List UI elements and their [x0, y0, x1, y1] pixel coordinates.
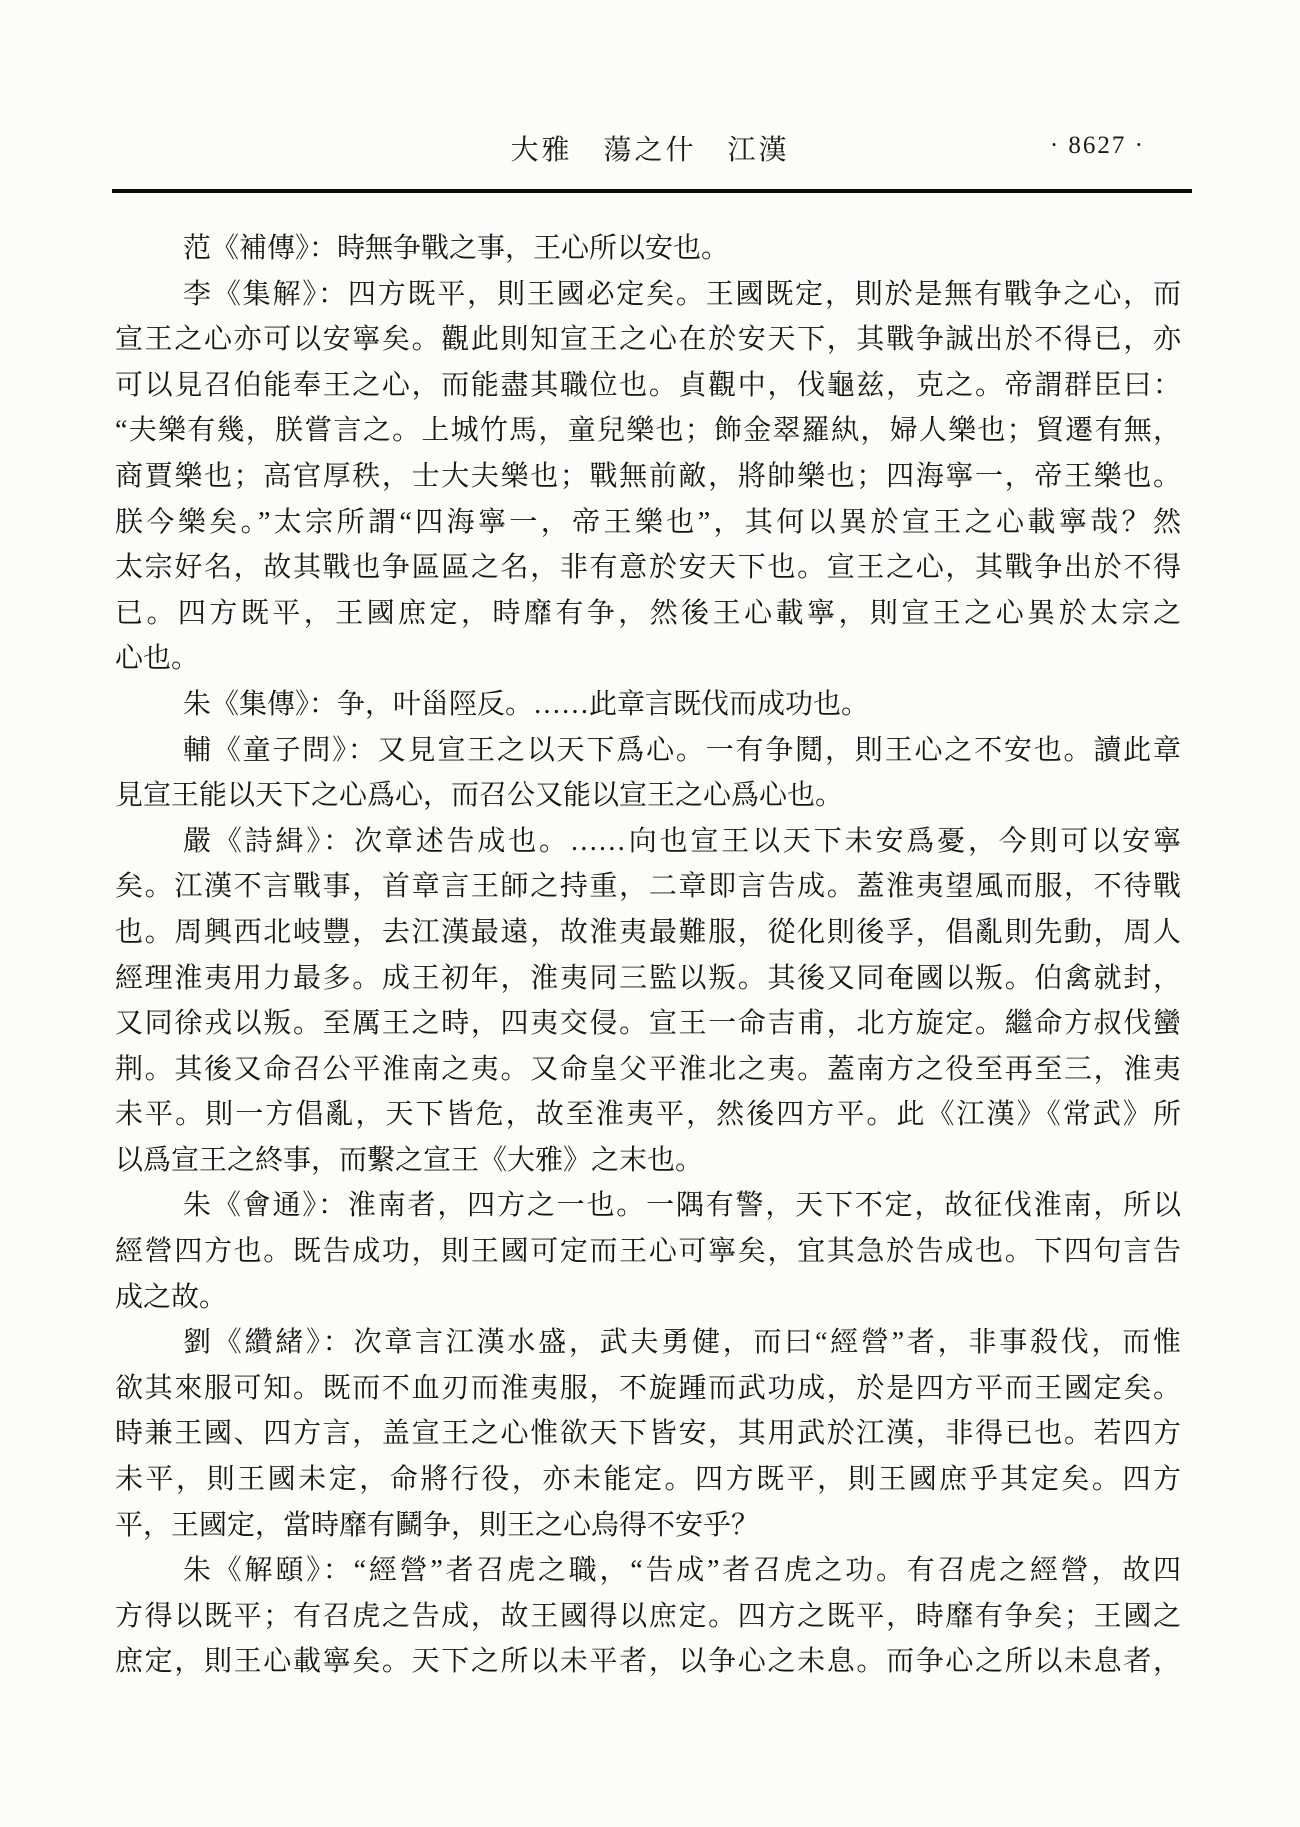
- text-line: 荆。其後又命召公平淮南之夷。又命皇父平淮北之夷。蓋南方之役至再至三，淮夷: [115, 1053, 1181, 1085]
- text-line: 朕今樂矣。”太宗所謂“四海寧一，帝王樂也”，其何以異於宣王之心載寧哉？然: [115, 506, 1181, 538]
- text-line: 商賈樂也；高官厚秩，士大夫樂也；戰無前敵，將帥樂也；四海寧一，帝王樂也。: [115, 460, 1181, 492]
- text-line: 成之故。: [115, 1281, 228, 1313]
- text-line: 經營四方也。既告成功，則王國可定而王心可寧矣，宜其急於告成也。下四句言告: [115, 1236, 1181, 1268]
- text-line: 可以見召伯能奉王之心，而能盡其職位也。貞觀中，伐龜兹，克之。帝謂群臣曰：: [115, 369, 1181, 401]
- text-line: 以爲宣王之終事，而繫之宣王《大雅》之末也。: [115, 1144, 704, 1176]
- text-line: 也。周興西北岐豐，去江漢最遠，故淮夷最難服，從化則後孚，倡亂則先動，周人: [115, 916, 1181, 948]
- text-line: 欲其來服可知。既而不血刃而淮夷服，不旋踵而武功成，於是四方平而王國定矣。: [115, 1372, 1181, 1404]
- text-line: 已。四方既平，王國庶定，時靡有争，然後王心載寧，則宣王之心異於太宗之: [115, 597, 1181, 629]
- running-head-title: 大雅 蕩之什 江漢: [510, 135, 790, 166]
- text-line: 朱《集傳》：争，叶甾陘反。……此章言既伐而成功也。: [183, 688, 870, 720]
- text-line: 矣。江漢不言戰事，首章言王師之持重，二章即言告成。蓋淮夷望風而服，不待戰: [115, 871, 1181, 903]
- text-line: 方得以既平；有召虎之告成，故王國得以庶定。四方之既平，時靡有争矣；王國之: [115, 1600, 1181, 1632]
- text-line: 宣王之心亦可以安寧矣。觀此則知宣王之心在於安天下，其戰争誠出於不得已，亦: [115, 324, 1181, 356]
- text-line: 未平，則王國未定，命將行役，亦未能定。四方既平，則王國庶乎其定矣。四方: [115, 1464, 1181, 1496]
- text-line: 時兼王國、四方言，盖宣王之心惟欲天下皆安，其用武於江漢，非得已也。若四方: [115, 1418, 1181, 1450]
- text-line: 平，王國定，當時靡有鬭争，則王之心烏得不安乎？: [115, 1509, 760, 1541]
- commentary-text-block: [115, 226, 1181, 1685]
- text-line: 李《集解》：四方既平，則王國必定矣。王國既定，則於是無有戰争之心，而: [183, 278, 1181, 310]
- text-line: 庶定，則王心載寧矣。天下之所以未平者，以争心之未息。而争心之所以未息者，: [115, 1646, 1181, 1678]
- text-line: 太宗好名，故其戰也争區區之名，非有意於安天下也。宣王之心，其戰争出於不得: [115, 552, 1181, 584]
- text-line: 朱《會通》：淮南者，四方之一也。一隅有警，天下不定，故征伐淮南，所以: [183, 1190, 1181, 1222]
- text-line: 劉《纘緒》：次章言江漢水盛，武夫勇健，而曰“經營”者，非事殺伐，而惟: [183, 1327, 1181, 1359]
- text-line: 心也。: [115, 643, 200, 675]
- text-line: 范《補傳》：時無争戰之事，王心所以安也。: [183, 233, 730, 264]
- text-line: 輔《童子問》：又見宣王之以天下爲心。一有争鬩，則王心之不安也。讀此章: [183, 734, 1181, 766]
- text-line: 未平。則一方倡亂，天下皆危，故至淮夷平，然後四方平。此《江漢》《常武》所: [115, 1099, 1181, 1131]
- text-line: “夫樂有幾，朕嘗言之。上城竹馬，童兒樂也；飾金翠羅紈，婦人樂也；貿遷有無，: [115, 415, 1181, 447]
- text-line: 見宣王能以天下之心爲心，而召公又能以宣王之心爲心也。: [115, 780, 844, 812]
- page-number: · 8627 ·: [1049, 132, 1145, 159]
- header-rule: [112, 189, 1192, 193]
- text-line: 經理淮夷用力最多。成王初年，淮夷同三監以叛。其後又同奄國以叛。伯禽就封，: [115, 962, 1181, 994]
- text-line: 嚴《詩緝》：次章述告成也。……向也宣王以天下未安爲憂，今則可以安寧: [183, 825, 1181, 857]
- text-line: 朱《解頤》：“經營”者召虎之職，“告成”者召虎之功。有召虎之經營，故四: [183, 1555, 1181, 1587]
- text-line: 又同徐戎以叛。至厲王之時，四夷交侵。宣王一命吉甫，北方旋定。繼命方叔伐蠻: [115, 1008, 1181, 1040]
